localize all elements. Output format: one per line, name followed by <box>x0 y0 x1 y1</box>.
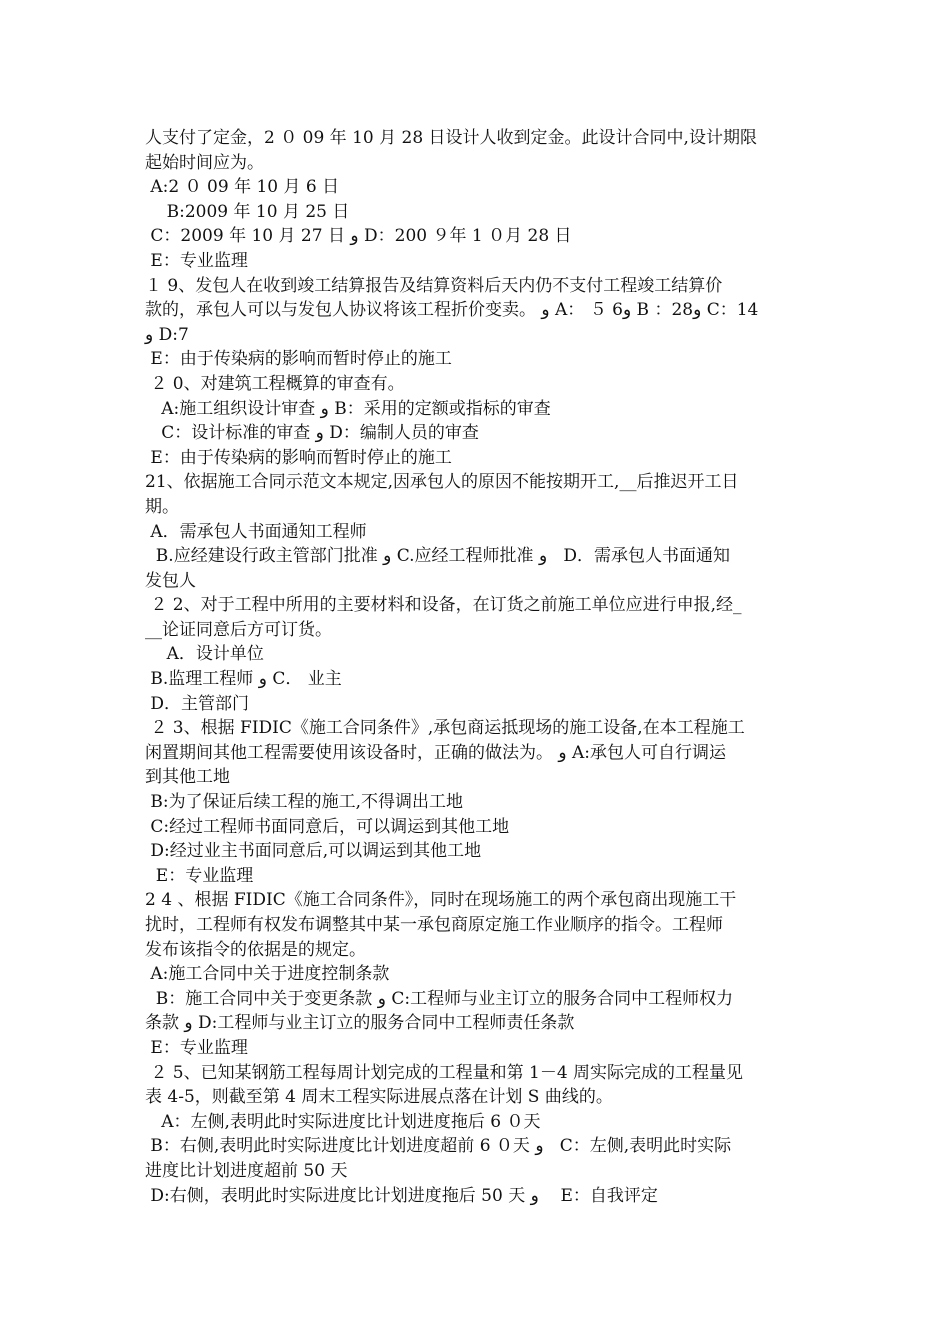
text-line: ２ 5、已知某钢筋工程每周计划完成的工程量和第 1－4 周实际完成的工程量见 <box>145 1062 744 1083</box>
text-line: B:为了保证后续工程的施工,不得调出工地 <box>145 792 464 813</box>
text-line: B.应经建设行政主管部门批准 و C.应经工程师批准 و D．需承包人书面通知 <box>145 546 731 567</box>
text-line: A:2 ０ 09 年 10 月 6 日 <box>145 177 340 198</box>
text-line: E：专业监理 <box>145 865 254 886</box>
text-line: D:经过业主书面同意后,可以调运到其他工地 <box>145 841 482 862</box>
text-line: 21、依据施工合同示范文本规定,因承包人的原因不能按期开工,__后推迟开工日 <box>145 472 739 493</box>
text-line: A．需承包人书面通知工程师 <box>145 521 367 542</box>
text-line: 期。 <box>145 496 179 517</box>
text-line: 起始时间应为。 <box>145 152 264 173</box>
text-line: A：左侧,表明此时实际进度比计划进度拖后 6 ０天 <box>145 1111 541 1132</box>
text-line: ２ 2、对于工程中所用的主要材料和设备，在订货之前施工单位应进行申报,经_ <box>145 595 742 616</box>
text-line: 人支付了定金，2 ０ 09 年 10 月 28 日设计人收到定金。此设计合同中,设计期限 <box>145 128 757 148</box>
text-line: E：由于传染病的影响而暂时停止的施工 <box>145 447 452 468</box>
text-line: ２ 3、根据 FIDIC《施工合同条件》,承包商运抵现场的施工设备,在本工程施工 <box>145 718 745 739</box>
text-line: E：专业监理 <box>145 1037 248 1058</box>
text-line: 表 4-5，则截至第 4 周末工程实际进展点落在计划 S 曲线的。 <box>145 1087 613 1108</box>
text-line: C：2009 年 10 月 27 日 و D：200 ９年 1 ０月 28 日 <box>145 226 572 247</box>
text-line: D．主管部门 <box>145 693 250 714</box>
text-line: E：由于传染病的影响而暂时停止的施工 <box>145 349 452 370</box>
text-line: و D:7 <box>145 324 189 345</box>
text-line: 发布该指令的依据是的规定。 <box>145 939 366 960</box>
text-line: 进度比计划进度超前 50 天 <box>145 1160 348 1181</box>
text-line: 扰时，工程师有权发布调整其中某一承包商原定施工作业顺序的指令。工程师 <box>145 915 723 935</box>
text-line: 条款 و D:工程师与业主订立的服务合同中工程师责任条款 <box>145 1013 575 1034</box>
text-line: __论证同意后方可订货。 <box>145 619 332 640</box>
text-line: 到其他工地 <box>145 767 230 788</box>
text-line: B：施工合同中关于变更条款 و C:工程师与业主订立的服务合同中工程师权力 <box>145 988 734 1009</box>
text-line: 2 4 、根据 FIDIC《施工合同条件》，同时在现场施工的两个承包商出现施工干 <box>145 890 737 911</box>
text-line: A:施工组织设计审查 و B：采用的定额或指标的审查 <box>145 398 551 419</box>
text-line: E：专业监理 <box>145 250 248 271</box>
text-line: A:施工合同中关于进度控制条款 <box>145 964 390 985</box>
text-line: A．设计单位 <box>145 644 264 665</box>
text-line: ２ 0、对建筑工程概算的审查有。 <box>145 373 405 394</box>
text-line: 发包人 <box>145 570 196 591</box>
text-line: C:经过工程师书面同意后，可以调运到其他工地 <box>145 816 510 837</box>
text-line: １ 9、发包人在收到竣工结算报告及结算资料后天内仍不支付工程竣工结算价 <box>145 275 723 296</box>
text-line: 闲置期间其他工程需要使用该设备时，正确的做法为。 و A:承包人可自行调运 <box>145 742 727 763</box>
document-page <box>145 126 810 1208</box>
text-line: C：设计标准的审查 و D：编制人员的审查 <box>145 423 479 444</box>
text-line: B：右侧,表明此时实际进度比计划进度超前 6 ０天 و C：左侧,表明此时实际 <box>145 1136 732 1157</box>
text-line: B.监理工程师 و C． 业主 <box>145 669 342 690</box>
text-line: D:右侧，表明此时实际进度比计划进度拖后 50 天 و E：自我评定 <box>145 1185 658 1206</box>
text-line: 款的，承包人可以与发包人协议将该工程折价变卖。 و A： ５ 6و B ：28و C：14 <box>145 300 759 321</box>
text-line: B:2009 年 10 月 25 日 <box>145 201 350 222</box>
